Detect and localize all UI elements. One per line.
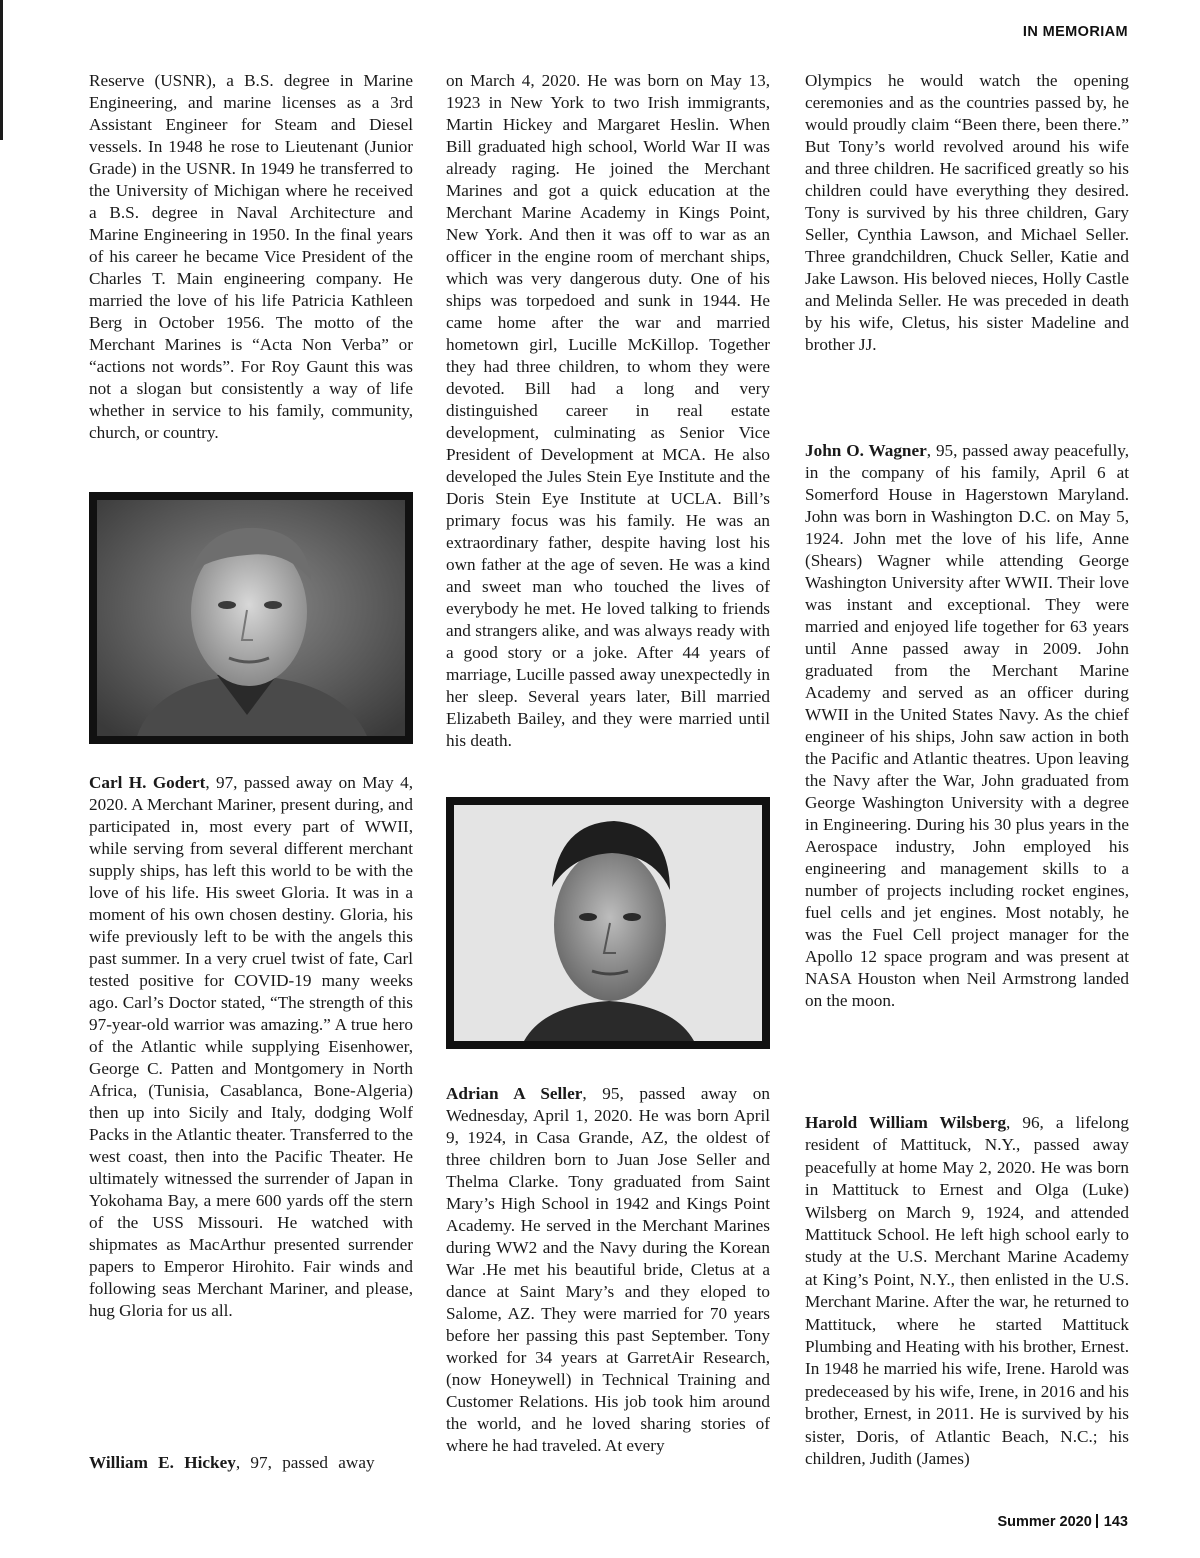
obituary-text: , 97, passed away on May 4, 2020. A Merchant Mariner, present during, and participated in, most every part of WWII, while serving from several different merchant supply ships, has left this world to be with the love of his life. His sweet Gloria. It was in a moment of his own chosen destiny. Gloria, his wife previously left to be with the angels this past summer. In a very cruel twist of fate, Carl tested positive for COVID-19 many weeks ago. Carl’s Doctor stated, “The strength of this 97-year-old warrior was amazing.” A true hero of the Atlantic while supplying Eisenhower, George C. Patten and Montgomery in North Africa, (Tunisia, Casablanca, Bone-Algeria) then up into Sicily and Italy, dodging Wolf Packs in the Atlantic theater. Transferred to the west coast, then into the Pacific Theater. He ultimately witnessed the surrender of Japan in Yokohama Bay, a mere 600 yards off the stern of the USS Missouri. He watched with shipmates as MacArthur presented surrender papers to Emperor Hirohito. Fair winds and following seas Merchant Mariner, and please, hug Gloria for us all. — [89, 773, 413, 1320]
page-edge-rule — [0, 0, 3, 140]
obituary-text: on March 4, 2020. He was born on May 13, 1923 in New York to two Irish immigrants, Martin Hickey and Margaret Heslin. When Bill graduated high school, World War II was already raging. He joined the Merchant Marines and got a quick education at the Merchant Marine Academy in Kings Point, New York. And then it was off to war as an officer in the engine room of merchant ships, which was very dangerous duty. One of his ships was torpedoed and sunk in 1944. He came home after the war and married hometown girl, Lucille McKillop. Together they had three children, to whom they were devoted. Bill had a long and very distinguished career in real estate development, culminating as Senior Vice President of Development at MCA. He also developed the Jules Stein Eye Institute and the Doris Stein Eye Institute at UCLA. Bill’s primary focus was his family. He was an extraordinary father, despite having lost his own father at the age of seven. He was a kind and sweet man who touched the lives of everybody he met. He loved talking to friends and strangers alike, and was always ready with a good story or a joke. After 44 years of marriage, Lucille passed away unexpectedly in her sleep. Several years later, Bill married Elizabeth Bailey, and they were married until his death. — [446, 71, 770, 750]
issue-label: Summer 2020 — [997, 1514, 1092, 1530]
obituary-text: , 96, a lifelong resident of Mattituck, N.Y., passed away peacefully at home May 2, 2020. He was born in Mattituck to Ernest and Olga (Luke) Wilsberg on March 9, 1924, and attended Mattituck School. He left high school early to study at the U.S. Merchant Marine Academy at King’s Point, N.Y., then enlisted in the U.S. Merchant Marine. After the war, he returned to Mattituck, where he started Mattituck Plumbing and Heating with his brother, Ernest. In 1948 he married his wife, Irene. Harold was predeceased by his wife, Irene, in 2016 and his brother, Ernest, in 2011. He is survived by his sister, Doris, of Atlantic Beach, N.C.; his children, Judith (James) — [805, 1113, 1129, 1469]
obituary-john-wagner — [805, 440, 1129, 1012]
obituary-text: , 97, passed away — [235, 1453, 375, 1472]
obituary-harold-wilsberg — [805, 1112, 1129, 1471]
page-number: 143 — [1103, 1514, 1128, 1530]
obituary-text: , 95, passed away peacefully, in the company of his family, April 6 at Somerford House in Hagerstown Maryland. John was born in Washington D.C. on May 5, 1924. John met the love of his life, Anne (Shears) Wagner while attending George Washington University after WWII. Their love was instant and exceptional. They were married and enjoyed life together for 63 years until Anne passed away in 2009. John graduated from the Merchant Marine Academy and served as an officer during WWII in the United States Navy. As the chief engineer of his ships, John saw action in both the Pacific and Atlantic theatres. Upon leaving the Navy after the War, John graduated from George Washington University with a degree in Engineering. During his 30 plus years in the Aerospace industry, John employed his engineering and management skills to a number of projects including rocket engines, fuel cells and jet engines. Most notably, he was the Fuel Cell project manager for the Apollo 12 space program and was present at NASA Houston when Neil Armstrong landed on the moon. — [805, 441, 1129, 1010]
portrait-photo-icon — [97, 500, 405, 736]
obituary-name: Carl H. Godert — [89, 773, 206, 792]
section-header: IN MEMORIAM — [1022, 24, 1128, 40]
obituary-name: John O. Wagner — [805, 441, 927, 460]
obituary-name: Adrian A Seller — [446, 1084, 583, 1103]
portrait-photo-icon — [454, 805, 762, 1041]
obituary-william-hickey-continued — [446, 70, 770, 752]
obituary-text: Olympics he would watch the opening ceremonies and as the countries passed by, he would proudly claim “Been there, been there.” But Tony’s world revolved around his wife and three children. He sacrificed greatly so his children could have everything they desired. Tony is survived by his three children, Gary Seller, Cynthia Lawson, and Michael Seller. Three grandchildren, Chuck Seller, Katie and Jake Lawson. His beloved nieces, Holly Castle and Melinda Seller. He was preceded in death by his wife, Cletus, his sister Madeline and brother JJ. — [805, 71, 1129, 354]
gaunt-continuation-text: Reserve (USNR), a B.S. degree in Marine Engineering, and marine licenses as a 3rd Assistant Engineer for Steam and Diesel vessels. In 1948 he rose to Lieutenant (Junior Grade) in the USNR. In 1949 he transferred to the University of Michigan where he received a B.S. degree in Naval Architecture and Marine Engineering in 1950. In the final years of his career he became Vice President of the Charles T. Main engineering company. He married the love of his life Patricia Kathleen Berg in October 1956. The motto of the Merchant Marines is “Acta Non Verba” or “actions not words”. For Roy Gaunt this was not a slogan but consistently a way of life whether in service to his family, community, church, or country. — [89, 71, 413, 442]
obituary-adrian-seller-continued — [805, 70, 1129, 356]
photo-adrian-seller — [446, 797, 770, 1049]
page-footer — [997, 1514, 1128, 1530]
obituary-adrian-seller — [446, 1083, 770, 1457]
obituary-william-hickey-start — [89, 1452, 413, 1474]
obituary-name: William E. Hickey — [89, 1453, 236, 1472]
obituary-text: , 95, passed away on Wednesday, April 1, 2020. He was born April 9, 1924, in Casa Grande, AZ, the oldest of three children born to Juan Jose Seller and Thelma Clarke. Tony graduated from Saint Mary’s High School in 1942 and Kings Point Academy. He served in the Merchant Marines during WW2 and the Navy during the Korean War .He met his beautiful bride, Cletus at a dance at Saint Mary’s and they eloped to Salome, AZ. They were married for 70 years before her passing this past September. Tony worked for 34 years at GarretAir Research, (now Honeywell) in Technical Training and Customer Relations. His job took him around the world, and he loved sharing stories of where he had traveled. At every — [446, 1084, 770, 1455]
footer-separator — [1096, 1514, 1098, 1528]
obituary-carl-godert — [89, 772, 413, 1322]
column-1-continuation — [89, 70, 413, 444]
obituary-name: Harold William Wilsberg — [805, 1113, 1007, 1132]
photo-carl-godert — [89, 492, 413, 744]
